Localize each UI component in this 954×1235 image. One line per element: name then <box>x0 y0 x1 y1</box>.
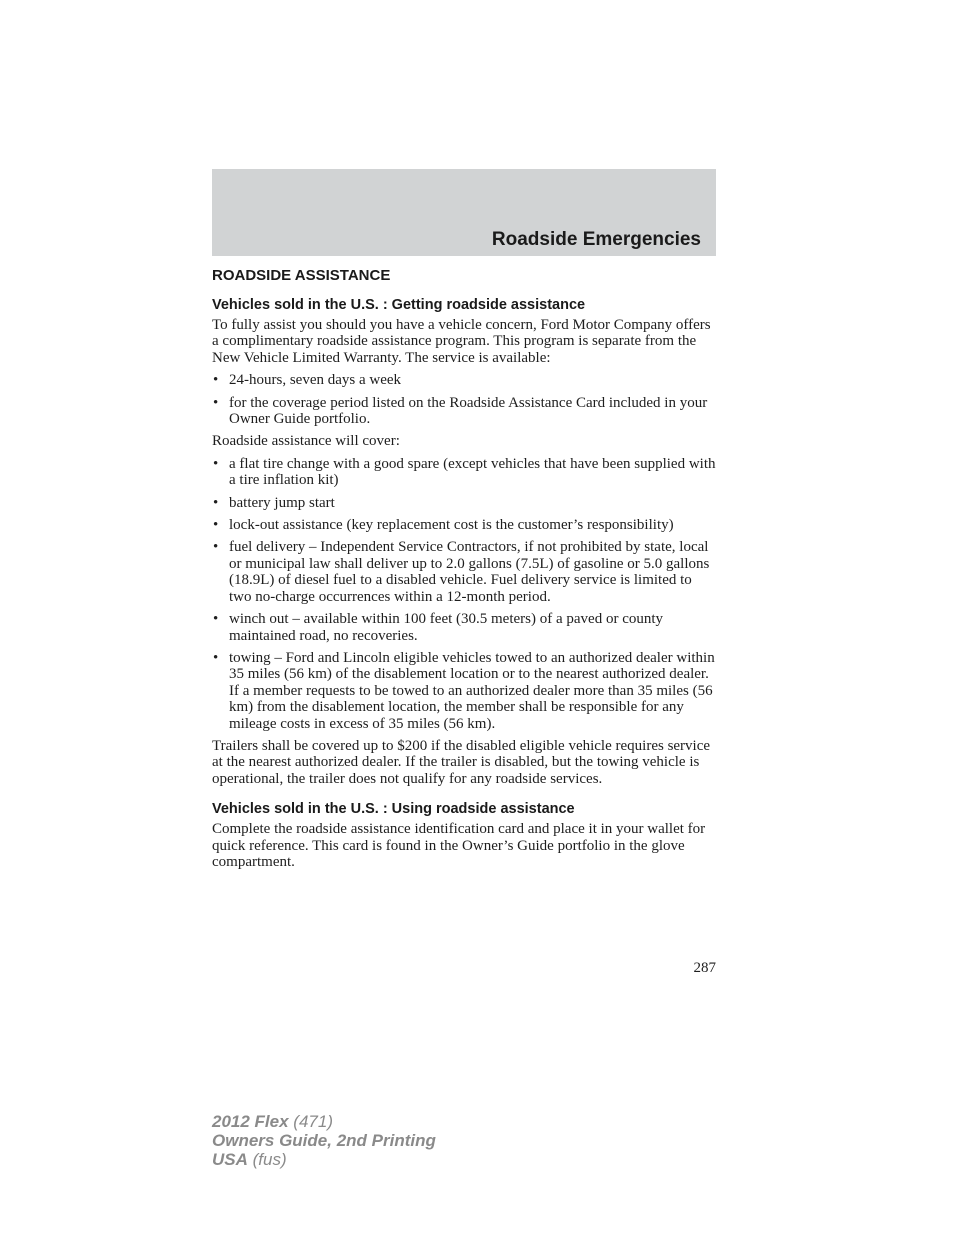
coverage-intro: Roadside assistance will cover: <box>212 433 400 450</box>
footer-line-guide <box>212 1131 436 1150</box>
page-number: 287 <box>693 960 716 976</box>
coverage-list <box>212 456 717 732</box>
list-item: • winch out – available within 100 feet (30.5 meters) of a paved or county maintained road, no recoveries. <box>212 611 717 644</box>
trailers-paragraph: Trailers shall be covered up to $200 if the disabled eligible vehicle requires service at the nearest authorized dealer. If the trailer is disabled, but the towing vehicle is operational, the trailer does not qualify for any roadside services. <box>212 737 711 787</box>
footer-line-model <box>212 1112 436 1131</box>
list-item: • for the coverage period listed on the Roadside Assistance Card included in your Owner Guide portfolio. <box>212 395 717 428</box>
document-footer <box>212 1112 436 1169</box>
subsection-heading-getting-assistance: Vehicles sold in the U.S. : Getting roadside assistance <box>212 297 586 313</box>
footer-model-code: (471) <box>293 1112 333 1131</box>
list-item: • 24-hours, seven days a week <box>212 372 717 388</box>
footer-guide: Owners Guide, 2nd Printing <box>212 1131 436 1150</box>
chapter-title: Roadside Emergencies <box>491 229 701 250</box>
list-item: • a flat tire change with a good spare (except vehicles that have been supplied with a tire inflation kit) <box>212 456 717 489</box>
footer-line-market <box>212 1150 436 1169</box>
using-assistance-paragraph: Complete the roadside assistance identification card and place it in your wallet for quick reference. This card is found in the Owner’s Guide portfolio in the glove compartment. <box>212 821 706 870</box>
footer-model: 2012 Flex <box>212 1112 289 1131</box>
list-item: • fuel delivery – Independent Service Contractors, if not prohibited by state, local or municipal law shall deliver up to 2.0 gallons (7.5L) of gasoline or 5.0 gallons (18.9L) of diesel fuel to a disabled vehicle. Fuel delivery service is limited to two no-charge occurrences within a 12-month period. <box>212 539 717 605</box>
list-item: • towing – Ford and Lincoln eligible vehicles towed to an authorized dealer within 35 miles (56 km) of the disablement location or to the nearest authorized dealer. If a member requests to be towed to an authorized dealer more than 35 miles (56 km) from the disablement location, the member shall be responsible for any mileage costs in excess of 35 miles (56 km). <box>212 650 717 732</box>
availability-list <box>212 372 717 427</box>
list-item: • lock-out assistance (key replacement cost is the customer’s responsibility) <box>212 517 717 533</box>
page-content <box>212 266 717 876</box>
section-heading: ROADSIDE ASSISTANCE <box>212 267 391 284</box>
list-item: • battery jump start <box>212 495 717 511</box>
footer-market: USA <box>212 1150 248 1169</box>
subsection-heading-using-assistance: Vehicles sold in the U.S. : Using roadside assistance <box>212 801 575 818</box>
footer-market-code: (fus) <box>252 1150 287 1169</box>
chapter-header-band <box>212 169 716 256</box>
intro-paragraph: To fully assist you should you have a vehicle concern, Ford Motor Company offers a complimentary roadside assistance program. This program is separate from the New Vehicle Limited Warranty. The service is available: <box>212 317 711 366</box>
